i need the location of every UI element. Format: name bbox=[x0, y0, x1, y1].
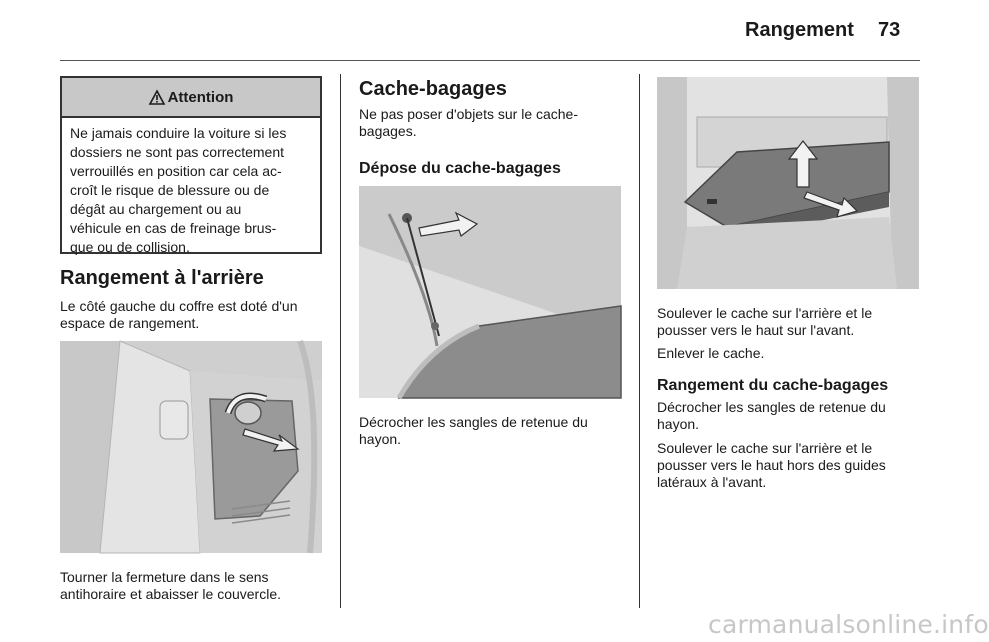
luggage-cover-intro-line: bagages. bbox=[359, 123, 417, 139]
rear-storage-caption-line: antihoraire et abaisser le couvercle. bbox=[60, 586, 282, 602]
luggage-cover-intro bbox=[359, 106, 578, 140]
storage-step-2 bbox=[657, 440, 886, 491]
lift-instruction bbox=[657, 305, 872, 339]
storage-step-1 bbox=[657, 399, 886, 433]
cover-removal-heading: Dépose du cache-bagages bbox=[359, 160, 561, 177]
column-divider-1 bbox=[340, 74, 341, 608]
rear-storage-intro bbox=[60, 298, 297, 332]
rear-storage-illustration bbox=[60, 341, 322, 553]
section-title: Rangement bbox=[745, 19, 854, 41]
warning-title: Attention bbox=[167, 88, 234, 106]
warning-line: véhicule en cas de freinage brus- bbox=[70, 220, 277, 236]
page-header bbox=[0, 0, 960, 62]
warning-line: croît le risque de blessure ou de bbox=[70, 182, 270, 198]
warning-line: verrouillés en position car cela ac- bbox=[70, 163, 282, 179]
rear-storage-heading: Rangement à l'arrière bbox=[60, 267, 264, 289]
cover-removal-caption-line: Décrocher les sangles de retenue du bbox=[359, 414, 588, 430]
storage-step-line: hayon. bbox=[657, 416, 700, 432]
warning-text bbox=[62, 118, 320, 257]
warning-line: dossiers ne sont pas correctement bbox=[70, 144, 284, 160]
storage-step-line: latéraux à l'avant. bbox=[657, 474, 767, 490]
storage-step-line: Soulever le cache sur l'arrière et le bbox=[657, 440, 873, 456]
cover-removal-caption bbox=[359, 414, 588, 448]
rear-storage-intro-line: Le côté gauche du coffre est doté d'un bbox=[60, 298, 298, 314]
luggage-cover-heading: Cache-bagages bbox=[359, 78, 507, 100]
storage-step-line: Décrocher les sangles de retenue du bbox=[657, 399, 886, 415]
lift-instruction-line: Soulever le cache sur l'arrière et le bbox=[657, 305, 873, 321]
cover-storage-heading: Rangement du cache-bagages bbox=[657, 377, 889, 394]
warning-line: que ou de collision. bbox=[70, 239, 190, 255]
cover-removal-caption-line: hayon. bbox=[359, 431, 402, 447]
lift-instruction-line: pousser vers le haut sur l'avant. bbox=[657, 322, 855, 338]
storage-step-line: pousser vers le haut hors des guides bbox=[657, 457, 886, 473]
rear-storage-intro-line: espace de rangement. bbox=[60, 315, 200, 331]
watermark: carmanualsonline.info bbox=[708, 610, 989, 639]
luggage-cover-intro-line: Ne pas poser d'objets sur le cache- bbox=[359, 106, 579, 122]
rear-storage-caption bbox=[60, 569, 281, 603]
page-number: 73 bbox=[878, 19, 901, 41]
tailgate-strap-illustration bbox=[359, 186, 621, 398]
remove-instruction: Enlever le cache. bbox=[657, 345, 765, 361]
warning-box bbox=[60, 76, 322, 254]
cover-lift-illustration bbox=[657, 77, 919, 289]
warning-triangle-icon bbox=[149, 90, 165, 105]
warning-line: Ne jamais conduire la voiture si les bbox=[70, 125, 287, 141]
warning-line: dégât au chargement ou au bbox=[70, 201, 242, 217]
column-divider-2 bbox=[639, 74, 640, 608]
warning-header bbox=[62, 78, 320, 118]
rear-storage-caption-line: Tourner la fermeture dans le sens bbox=[60, 569, 269, 585]
header-divider bbox=[60, 60, 920, 61]
